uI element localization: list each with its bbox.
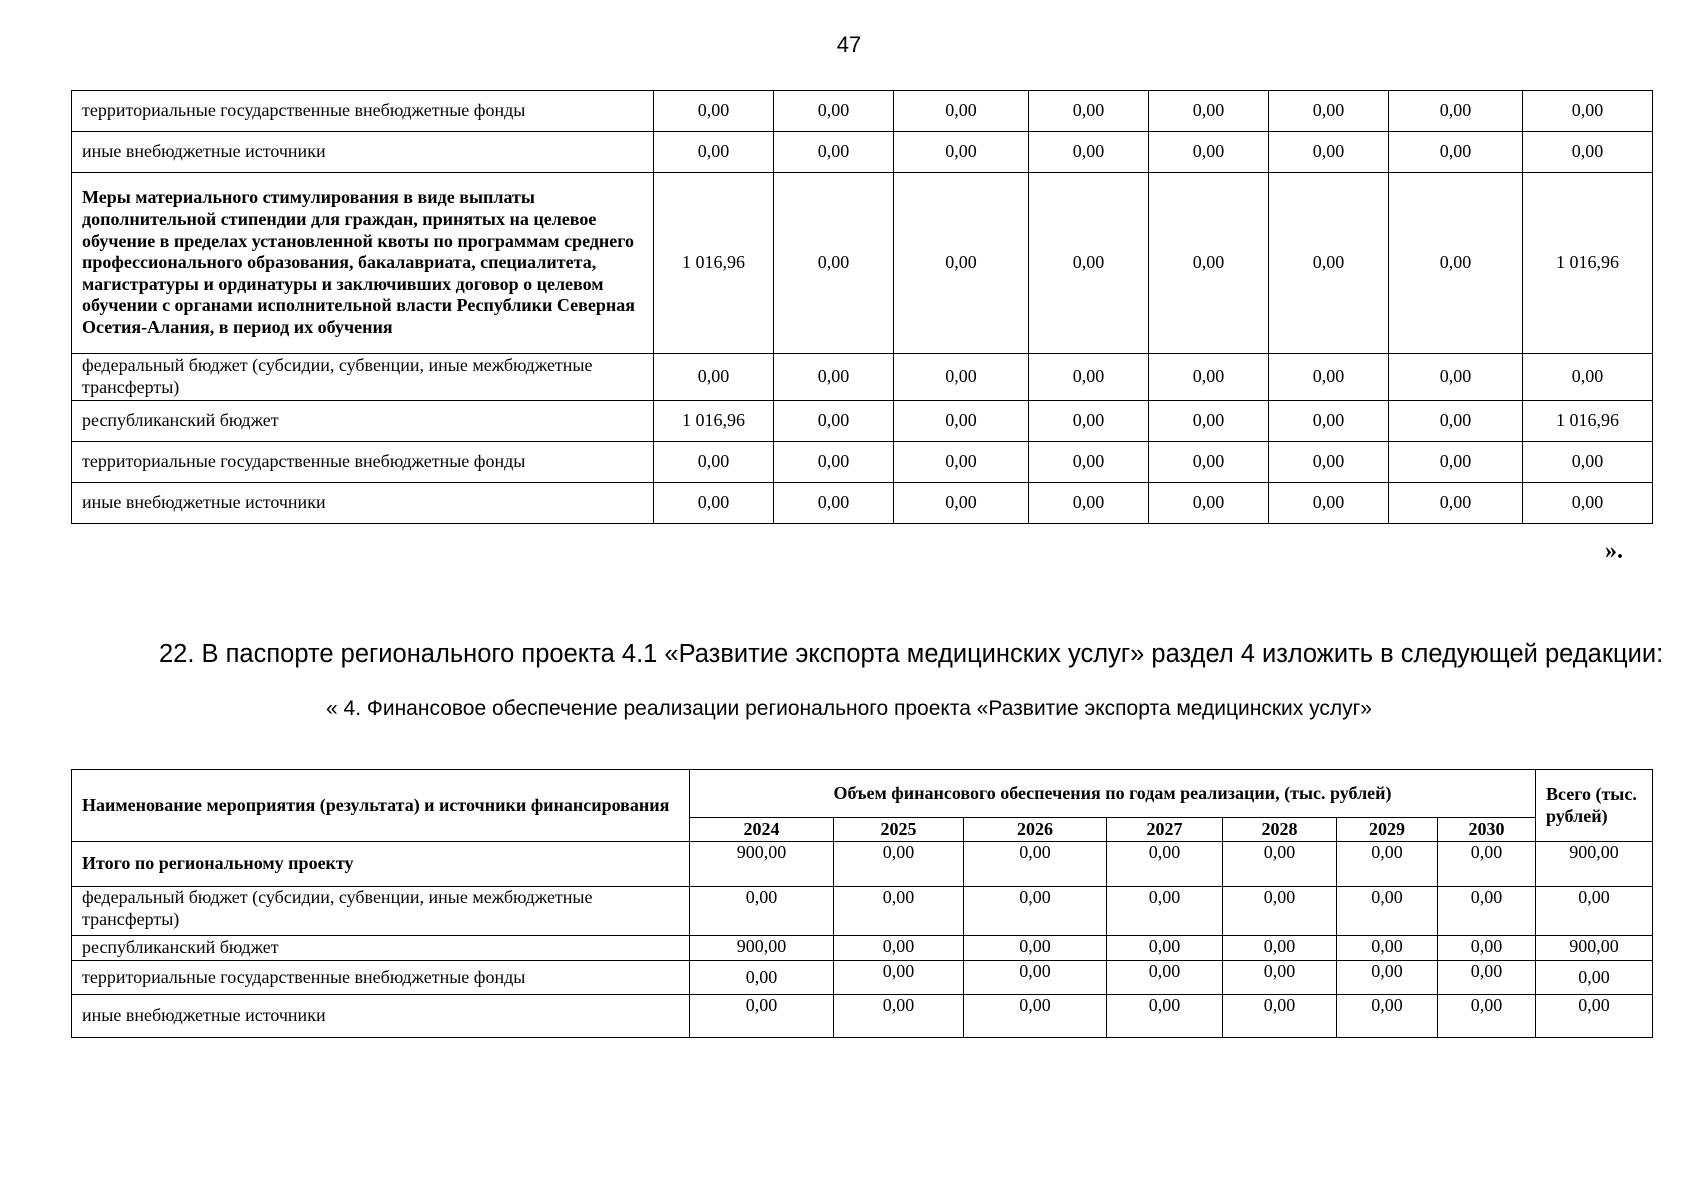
cell-value: 0,00	[834, 995, 964, 1038]
cell-value: 0,00	[1438, 995, 1536, 1038]
table-row	[72, 995, 1653, 1038]
cell-value: 1 016,96	[1523, 173, 1653, 354]
header-group: Объем финансового обеспечения по годам реализации, (тыс. рублей)	[690, 770, 1536, 818]
header-year: 2026	[964, 818, 1107, 842]
table-row	[72, 173, 1653, 354]
cell-value: 0,00	[654, 354, 774, 401]
cell-value: 0,00	[1523, 354, 1653, 401]
cell-value: 0,00	[654, 483, 774, 524]
row-label: иные внебюджетные источники	[72, 132, 654, 173]
cell-value: 0,00	[654, 91, 774, 132]
cell-value: 0,00	[894, 483, 1029, 524]
cell-value: 0,00	[1149, 401, 1269, 442]
cell-value: 1 016,96	[1523, 401, 1653, 442]
cell-value: 0,00	[1107, 995, 1223, 1038]
cell-value: 0,00	[1536, 887, 1653, 936]
cell-value: 0,00	[774, 401, 894, 442]
cell-value: 0,00	[1269, 354, 1389, 401]
cell-value: 0,00	[1269, 401, 1389, 442]
cell-value: 900,00	[1536, 936, 1653, 961]
cell-value: 0,00	[1029, 442, 1149, 483]
table-row	[72, 401, 1653, 442]
cell-value: 0,00	[1438, 961, 1536, 995]
cell-value: 0,00	[1389, 132, 1523, 173]
row-label: иные внебюджетные источники	[72, 995, 690, 1038]
cell-value: 0,00	[1389, 401, 1523, 442]
funding-table-continued	[71, 90, 1653, 524]
row-label: Итого по региональному проекту	[72, 842, 690, 887]
cell-value: 0,00	[1269, 442, 1389, 483]
header-year: 2024	[690, 818, 834, 842]
funding-table	[71, 769, 1653, 1038]
cell-value: 0,00	[1269, 173, 1389, 354]
table-row	[72, 91, 1653, 132]
cell-value: 0,00	[690, 887, 834, 936]
cell-value: 0,00	[1149, 173, 1269, 354]
cell-value: 0,00	[1337, 936, 1438, 961]
cell-value: 0,00	[1337, 995, 1438, 1038]
cell-value: 0,00	[690, 961, 834, 995]
cell-value: 0,00	[1337, 842, 1438, 887]
cell-value: 0,00	[1389, 483, 1523, 524]
cell-value: 0,00	[1523, 442, 1653, 483]
cell-value: 0,00	[894, 91, 1029, 132]
cell-value: 0,00	[834, 936, 964, 961]
cell-value: 0,00	[774, 132, 894, 173]
cell-value: 0,00	[1389, 442, 1523, 483]
cell-value: 0,00	[1536, 961, 1653, 995]
cell-value: 0,00	[894, 132, 1029, 173]
cell-value: 0,00	[1107, 842, 1223, 887]
cell-value: 0,00	[654, 442, 774, 483]
cell-value: 0,00	[1223, 887, 1337, 936]
header-year: 2027	[1107, 818, 1223, 842]
cell-value: 0,00	[964, 842, 1107, 887]
table-row	[72, 483, 1653, 524]
row-label: республиканский бюджет	[72, 936, 690, 961]
cell-value: 900,00	[690, 936, 834, 961]
cell-value: 0,00	[964, 936, 1107, 961]
cell-value: 0,00	[1389, 173, 1523, 354]
cell-value: 0,00	[1223, 995, 1337, 1038]
cell-value: 0,00	[1029, 132, 1149, 173]
table-row	[72, 936, 1653, 961]
closing-quote: ».	[1605, 538, 1623, 564]
row-label: республиканский бюджет	[72, 401, 654, 442]
cell-value: 0,00	[964, 887, 1107, 936]
cell-value: 0,00	[1438, 887, 1536, 936]
cell-value: 0,00	[1029, 91, 1149, 132]
table-row	[72, 442, 1653, 483]
cell-value: 0,00	[1029, 173, 1149, 354]
cell-value: 0,00	[1523, 483, 1653, 524]
cell-value: 0,00	[1269, 132, 1389, 173]
cell-value: 0,00	[1149, 483, 1269, 524]
table-row	[72, 354, 1653, 401]
header-year: 2028	[1223, 818, 1337, 842]
row-label: федеральный бюджет (субсидии, субвенции, иные межбюджетные трансферты)	[72, 887, 690, 936]
cell-value: 0,00	[1438, 936, 1536, 961]
cell-value: 0,00	[1149, 91, 1269, 132]
table-row	[72, 842, 1653, 887]
cell-value: 0,00	[690, 995, 834, 1038]
cell-value: 0,00	[1389, 354, 1523, 401]
cell-value: 900,00	[1536, 842, 1653, 887]
amendment-paragraph: 22. В паспорте регионального проекта 4.1 «Развитие экспорта медицинских услуг» раздел 4 изложить в следующей редакции:	[159, 640, 1664, 668]
row-label: территориальные государственные внебюджетные фонды	[72, 91, 654, 132]
cell-value: 0,00	[1389, 91, 1523, 132]
cell-value: 0,00	[1523, 132, 1653, 173]
cell-value: 0,00	[774, 354, 894, 401]
cell-value: 0,00	[1523, 91, 1653, 132]
cell-value: 0,00	[654, 132, 774, 173]
cell-value: 0,00	[964, 995, 1107, 1038]
cell-value: 1 016,96	[654, 401, 774, 442]
cell-value: 0,00	[834, 842, 964, 887]
section-title: « 4. Финансовое обеспечение реализации регионального проекта «Развитие экспорта медицинских услуг»	[326, 697, 1372, 720]
table-row	[72, 961, 1653, 995]
row-label: иные внебюджетные источники	[72, 483, 654, 524]
cell-value: 0,00	[1438, 842, 1536, 887]
cell-value: 0,00	[964, 961, 1107, 995]
cell-value: 1 016,96	[654, 173, 774, 354]
table-row	[72, 132, 1653, 173]
cell-value: 0,00	[834, 887, 964, 936]
row-label: территориальные государственные внебюджетные фонды	[72, 442, 654, 483]
cell-value: 0,00	[1269, 91, 1389, 132]
cell-value: 0,00	[894, 401, 1029, 442]
cell-value: 0,00	[1107, 961, 1223, 995]
cell-value: 0,00	[1337, 961, 1438, 995]
cell-value: 0,00	[1223, 842, 1337, 887]
cell-value: 0,00	[834, 961, 964, 995]
header-total: Всего (тыс. рублей)	[1536, 770, 1653, 842]
header-row	[72, 770, 1653, 818]
header-name: Наименование мероприятия (результата) и источники финансирования	[72, 770, 690, 842]
cell-value: 0,00	[1107, 936, 1223, 961]
header-year: 2025	[834, 818, 964, 842]
cell-value: 0,00	[1107, 887, 1223, 936]
cell-value: 0,00	[774, 173, 894, 354]
header-year: 2030	[1438, 818, 1536, 842]
cell-value: 0,00	[1536, 995, 1653, 1038]
cell-value: 0,00	[894, 173, 1029, 354]
header-year: 2029	[1337, 818, 1438, 842]
cell-value: 0,00	[1029, 401, 1149, 442]
cell-value: 0,00	[774, 91, 894, 132]
cell-value: 0,00	[1269, 483, 1389, 524]
cell-value: 0,00	[1223, 961, 1337, 995]
row-label: территориальные государственные внебюджетные фонды	[72, 961, 690, 995]
cell-value: 900,00	[690, 842, 834, 887]
cell-value: 0,00	[1149, 354, 1269, 401]
cell-value: 0,00	[894, 354, 1029, 401]
table-row	[72, 887, 1653, 936]
cell-value: 0,00	[1337, 887, 1438, 936]
page-number: 47	[836, 32, 862, 57]
cell-value: 0,00	[1223, 936, 1337, 961]
cell-value: 0,00	[774, 483, 894, 524]
cell-value: 0,00	[894, 442, 1029, 483]
cell-value: 0,00	[1149, 442, 1269, 483]
cell-value: 0,00	[1149, 132, 1269, 173]
cell-value: 0,00	[774, 442, 894, 483]
cell-value: 0,00	[1029, 354, 1149, 401]
row-label: Меры материального стимулирования в виде выплаты дополнительной стипендии для граждан, принятых на целевое обучение в пределах установленной квоты по программам среднего профессионального образования, бакалавриата, специалитета, магистратуры и ординатуры и заключивших договор о целевом обучении с органами исполнительной власти Республики Северная Осетия-Алания, в период их обучения	[72, 173, 654, 354]
cell-value: 0,00	[1029, 483, 1149, 524]
row-label: федеральный бюджет (субсидии, субвенции, иные межбюджетные трансферты)	[72, 354, 654, 401]
